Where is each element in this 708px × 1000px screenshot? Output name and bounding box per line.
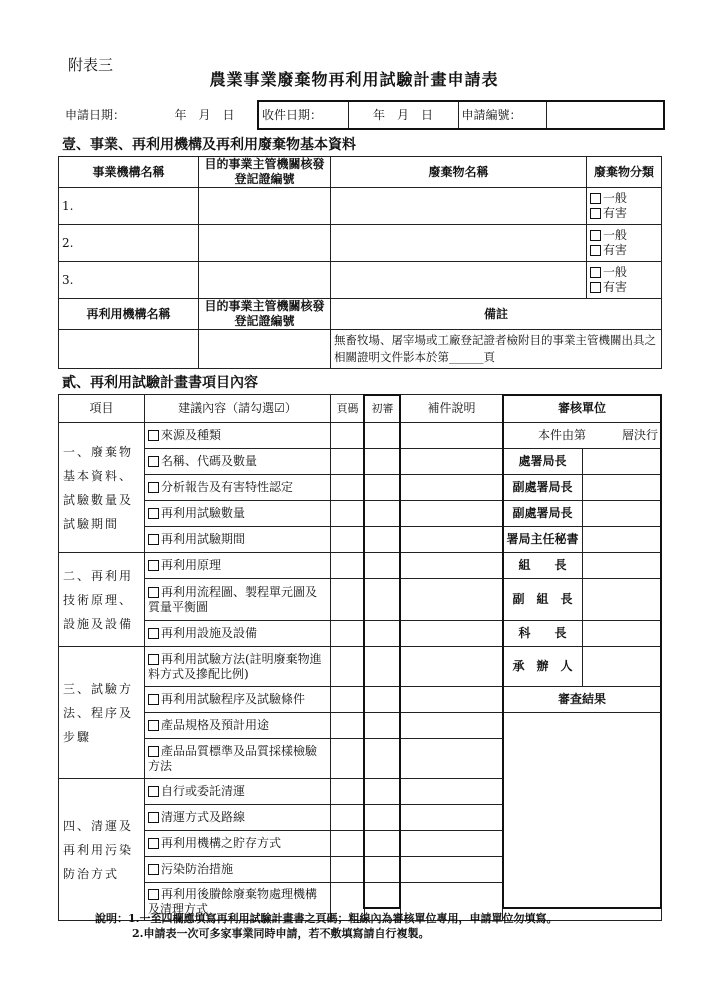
checkbox-icon[interactable]: [148, 430, 159, 441]
checkbox-icon[interactable]: [148, 864, 159, 875]
checkbox-icon[interactable]: [148, 838, 159, 849]
list-item[interactable]: [145, 687, 331, 713]
page-cell[interactable]: [331, 475, 365, 501]
group-label: 二、再利用技術原理、設施及設備: [59, 553, 145, 647]
page-cell[interactable]: [331, 857, 365, 883]
receive-date-field: 年 月 日: [348, 101, 458, 129]
review-result-label: 審查結果: [503, 687, 662, 713]
reviewer-title: 承 辦 人: [503, 647, 583, 687]
supplement-cell: [401, 687, 503, 713]
table-row: [59, 225, 662, 262]
option-general[interactable]: [590, 191, 658, 206]
list-item[interactable]: [145, 713, 331, 739]
first-review-cell: [365, 527, 401, 553]
checkbox-icon[interactable]: [590, 245, 601, 256]
col-remark: 備註: [331, 299, 662, 330]
first-review-cell: [365, 779, 401, 805]
waste-cell[interactable]: [331, 225, 587, 262]
first-review-cell: [365, 857, 401, 883]
option-hazard[interactable]: [590, 280, 658, 295]
checkbox-icon[interactable]: [148, 786, 159, 797]
checkbox-icon[interactable]: [148, 694, 159, 705]
item-label: 再利用原理: [161, 558, 222, 572]
annex-label: 附表三: [68, 56, 114, 74]
first-review-cell: [365, 579, 401, 621]
receive-date-label: 收件日期：: [258, 101, 348, 129]
list-item[interactable]: [145, 647, 331, 687]
option-label: 一般: [603, 228, 628, 242]
reviewer-sign: [583, 553, 662, 579]
note-line-2: 2.申請表一次可多家事業同時申請，若不敷填寫請自行複製。: [132, 927, 430, 940]
checkbox-icon[interactable]: [590, 208, 601, 219]
item-label: 來源及種類: [161, 428, 222, 442]
checkbox-icon[interactable]: [148, 628, 159, 639]
page-cell[interactable]: [331, 449, 365, 475]
class-cell: [587, 188, 662, 225]
supplement-cell: [401, 739, 503, 779]
supplement-cell: [401, 553, 503, 579]
supplement-cell: [401, 501, 503, 527]
option-label: 有害: [603, 243, 628, 257]
col-supplement: 補件說明: [401, 395, 503, 423]
notes: [95, 911, 557, 941]
item-label: 名稱、代碼及數量: [161, 454, 258, 468]
reviewer-title: 副 組 長: [503, 579, 583, 621]
reviewer-sign: [583, 475, 662, 501]
page-cell[interactable]: [331, 687, 365, 713]
col-first-review: 初審: [365, 395, 401, 423]
item-label: 分析報告及有害特性認定: [161, 480, 294, 494]
reviewer-title: 處署局長: [503, 449, 583, 475]
col-cert-number: 目的事業主管機關核發登記證編號: [199, 157, 331, 188]
list-item[interactable]: [145, 857, 331, 883]
reviewer-title: 副處署局長: [503, 475, 583, 501]
class-cell: [587, 262, 662, 299]
reuse-name-cell[interactable]: [59, 330, 199, 369]
checkbox-icon[interactable]: [148, 889, 159, 900]
col-waste-class: 廢棄物分類: [587, 157, 662, 188]
remark-text: 無畜牧場、屠宰場或工廠登記證者檢附目的事業主管機關出具之相關證明文件影本於第______頁: [331, 330, 662, 369]
supplement-cell: [401, 621, 503, 647]
checkbox-icon[interactable]: [148, 560, 159, 571]
supplement-cell: [401, 805, 503, 831]
checkbox-icon[interactable]: [148, 812, 159, 823]
reviewer-title: 組 長: [503, 553, 583, 579]
row-number: 3.: [59, 262, 199, 299]
option-hazard[interactable]: [590, 206, 658, 221]
col-content: 建議內容（請勾選☑）: [145, 395, 331, 423]
checkbox-icon[interactable]: [590, 230, 601, 241]
apply-no-field: [546, 101, 664, 129]
checkbox-icon[interactable]: [148, 482, 159, 493]
list-item[interactable]: [145, 527, 331, 553]
page-cell[interactable]: [331, 423, 365, 449]
col-review-unit: 審核單位: [503, 395, 662, 423]
list-item[interactable]: [145, 621, 331, 647]
cert-cell[interactable]: [199, 262, 331, 299]
review-result-area: [503, 713, 662, 921]
option-general[interactable]: [590, 228, 658, 243]
group-label: 四、清運及再利用污染防治方式: [59, 779, 145, 921]
col-cert-number-2: 目的事業主管機關核發登記證編號: [199, 299, 331, 330]
option-general[interactable]: [590, 265, 658, 280]
date-header: [62, 100, 665, 130]
reviewer-sign: [583, 449, 662, 475]
list-item[interactable]: [145, 423, 331, 449]
option-label: 有害: [603, 206, 628, 220]
first-review-cell: [365, 449, 401, 475]
note-line-1: 說明：1.一至四欄應填寫再利用試驗計畫書之頁碼；粗線內為審核單位專用，申請單位勿填寫。: [95, 912, 558, 925]
col-page: 頁碼: [331, 395, 365, 423]
list-item[interactable]: [145, 779, 331, 805]
list-item[interactable]: [145, 739, 331, 779]
reviewer-sign: [583, 647, 662, 687]
supplement-cell: [401, 713, 503, 739]
item-label: 污染防治措施: [161, 862, 234, 876]
item-label: 再利用試驗期間: [161, 532, 246, 546]
checkbox-icon[interactable]: [148, 746, 159, 757]
form-title: 農業事業廢棄物再利用試驗計畫申請表: [209, 70, 499, 89]
first-review-cell: [365, 501, 401, 527]
page-cell[interactable]: [331, 739, 365, 779]
list-item[interactable]: [145, 501, 331, 527]
cert-cell[interactable]: [199, 225, 331, 262]
first-review-cell: [365, 553, 401, 579]
table-row: [59, 262, 662, 299]
col-business-name: 事業機構名稱: [59, 157, 199, 188]
section1-title: 壹、事業、再利用機構及再利用廢棄物基本資料: [62, 137, 356, 153]
item-label: 再利用試驗程序及試驗條件: [161, 692, 306, 706]
reviewer-sign: [583, 527, 662, 553]
page-cell[interactable]: [331, 805, 365, 831]
supplement-cell: [401, 579, 503, 621]
item-label: 清運方式及路線: [161, 810, 246, 824]
first-review-cell: [365, 423, 401, 449]
option-label: 一般: [603, 265, 628, 279]
list-item[interactable]: [145, 579, 331, 621]
apply-date-field[interactable]: 年 月 日: [174, 107, 235, 122]
apply-no-label: 申請編號：: [458, 101, 546, 129]
checkbox-icon[interactable]: [590, 193, 601, 204]
supplement-cell: [401, 831, 503, 857]
page-cell[interactable]: [331, 621, 365, 647]
list-item[interactable]: [145, 449, 331, 475]
group-label: 一、廢棄物基本資料、試驗數量及試驗期間: [59, 423, 145, 553]
group-label: 三、試驗方法、程序及步驟: [59, 647, 145, 779]
option-hazard[interactable]: [590, 243, 658, 258]
first-review-cell: [365, 805, 401, 831]
list-item[interactable]: [145, 831, 331, 857]
first-review-cell: [365, 739, 401, 779]
option-label: 一般: [603, 191, 628, 205]
page-cell[interactable]: [331, 501, 365, 527]
table-row: [59, 188, 662, 225]
reuse-cert-cell[interactable]: [199, 330, 331, 369]
col-item: 項目: [59, 395, 145, 423]
page-cell[interactable]: [331, 713, 365, 739]
checkbox-icon[interactable]: [148, 587, 159, 598]
checkbox-icon[interactable]: [148, 720, 159, 731]
supplement-cell: [401, 423, 503, 449]
page-cell[interactable]: [331, 579, 365, 621]
waste-cell[interactable]: [331, 262, 587, 299]
supplement-cell: [401, 647, 503, 687]
checkbox-icon[interactable]: [148, 534, 159, 545]
col-waste-name: 廢棄物名稱: [331, 157, 587, 188]
item-label: 再利用後賸餘廢棄物處理機構及清理方式: [148, 886, 318, 916]
item-label: 自行或委託清運: [161, 784, 246, 798]
first-review-cell: [365, 621, 401, 647]
reviewer-sign: [583, 501, 662, 527]
option-label: 有害: [603, 280, 628, 294]
supplement-cell: [401, 527, 503, 553]
checkbox-icon[interactable]: [148, 456, 159, 467]
col-reuse-name: 再利用機構名稱: [59, 299, 199, 330]
supplement-cell: [401, 475, 503, 501]
first-review-cell: [365, 713, 401, 739]
item-label: 再利用試驗數量: [161, 506, 246, 520]
class-cell: [587, 225, 662, 262]
list-item[interactable]: [145, 805, 331, 831]
list-item[interactable]: [145, 553, 331, 579]
waste-cell[interactable]: [331, 188, 587, 225]
row-number: 2.: [59, 225, 199, 262]
section2-table: [58, 394, 662, 921]
checkbox-icon[interactable]: [148, 508, 159, 519]
checkbox-icon[interactable]: [590, 282, 601, 293]
page-cell[interactable]: [331, 647, 365, 687]
first-review-cell: [365, 647, 401, 687]
list-item[interactable]: [145, 475, 331, 501]
first-review-cell: [365, 687, 401, 713]
checkbox-icon[interactable]: [148, 654, 159, 665]
item-label: 產品品質標準及品質採樣檢驗方法: [148, 743, 318, 773]
section2-title: 貳、再利用試驗計畫書項目內容: [62, 375, 258, 391]
review-decide: 本件由第 層決行: [503, 423, 662, 449]
supplement-cell: [401, 779, 503, 805]
item-label: 再利用設施及設備: [161, 626, 258, 640]
reviewer-title: 副處署局長: [503, 501, 583, 527]
cert-cell[interactable]: [199, 188, 331, 225]
reviewer-sign: [583, 621, 662, 647]
reviewer-sign: [583, 579, 662, 621]
supplement-cell: [401, 449, 503, 475]
page-cell[interactable]: [331, 779, 365, 805]
item-label: 產品規格及預計用途: [161, 718, 270, 732]
item-label: 再利用流程圖、製程單元圖及質量平衡圖: [148, 584, 318, 614]
page-cell[interactable]: [331, 553, 365, 579]
item-label: 再利用機構之貯存方式: [161, 836, 282, 850]
first-review-cell: [365, 831, 401, 857]
row-number: 1.: [59, 188, 199, 225]
checkbox-icon[interactable]: [590, 267, 601, 278]
reviewer-title: 科 長: [503, 621, 583, 647]
first-review-cell: [365, 475, 401, 501]
section1-table: [58, 156, 662, 369]
apply-date-label: 申請日期：: [65, 107, 126, 122]
reviewer-title: 署局主任秘書: [503, 527, 583, 553]
supplement-cell: [401, 857, 503, 883]
page-cell[interactable]: [331, 831, 365, 857]
page-cell[interactable]: [331, 527, 365, 553]
item-label: 再利用試驗方法(註明廢棄物進料方式及摻配比例): [148, 651, 322, 681]
